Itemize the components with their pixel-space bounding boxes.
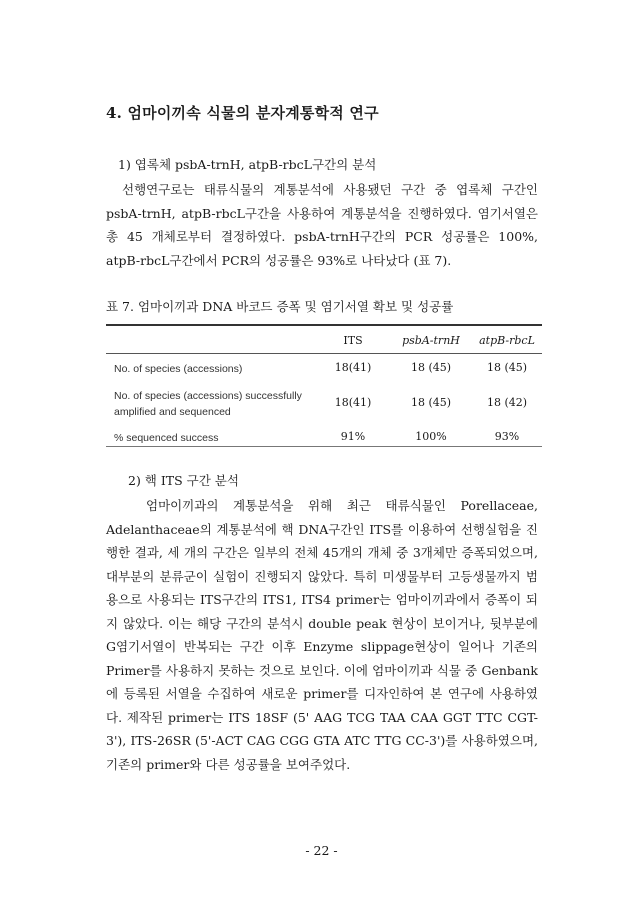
table-bottom-rule	[106, 446, 542, 447]
paragraph-2-text: 엄마이끼과의 계통분석을 위해 최근 태류식물인 Porellaceae, Adelanthaceae의 계통분석에 핵 DNA구간인 ITS를 이용하여 선행실험을 진행한 결과, 세 개의 구간은 일부의 전체 45개의 개체 중 3개체만 증폭되었으며, 대부분의 분류군이 실험이 진행되지 않았다. 특히 미생물부터 고등생물까지 범용으로 사용되는 ITS구간의 ITS1, ITS4 primer는 엄마이끼과에서 증폭이 되지 않았다. 이는 해당 구간의 분석시 double peak 현상이 보이거나, 뒷부분에 G염기서열이 반복되는 구간 이후 Enzyme slippage현상이 일어나 기존의 Primer를 사용하지 못하는 것으로 보인다. 이에 엄마이끼과 식물 중 Genbank에 등록된 서열을 수집하여 새로운 primer를 디자인하여 본 연구에 사용하였다. 제작된 primer는 ITS 18SF (5' AAG TCG TAA CAA GGT TTC CGT-3'), ITS-26SR (5'-ACT CAG CGG GTA ATC TTG CC-3')를 사용하였으며, 기존의 primer와 다른 성공률을 보여주었다.	[106, 498, 538, 772]
table-cell: 18 (42)	[486, 396, 528, 409]
subsection-heading-2: 2) 핵 ITS 구간 분석	[128, 473, 239, 488]
subsection-heading-1: 1) 엽록체 psbA-trnH, atpB-rbcL구간의 분석	[118, 157, 377, 172]
table-cell: 93%	[494, 430, 520, 443]
table-row-label: No. of species (accessions) successfully amplified and sequenced	[114, 390, 302, 418]
table-cell: 18 (45)	[486, 361, 528, 374]
paragraph-1	[106, 178, 538, 272]
table-top-rule	[106, 324, 542, 326]
table-cell: 91%	[340, 430, 366, 443]
table-row-label: No. of species (accessions)	[114, 363, 243, 375]
table-row-label: % sequenced success	[114, 432, 219, 444]
section-title: 4. 엄마이끼속 식물의 분자계통학적 연구	[106, 104, 379, 122]
table-cell: 18 (45)	[410, 396, 452, 409]
table-header-rule	[106, 353, 542, 354]
paragraph-2	[106, 494, 538, 776]
table-header-its: ITS	[343, 334, 363, 347]
table-cell: 100%	[415, 430, 447, 443]
table-header-atpb-rbcl: atpB-rbcL	[479, 334, 535, 347]
table-cell: 18(41)	[334, 396, 372, 409]
table-cell: 18(41)	[334, 361, 372, 374]
table-caption: 표 7. 엄마이끼과 DNA 바코드 증폭 및 염기서열 확보 및 성공률	[106, 299, 454, 314]
table-header-psba-trnh: psbA-trnH	[402, 334, 460, 347]
paragraph-1-text: 선행연구로는 태류식물의 계통분석에 사용됐던 구간 중 엽록체 구간인 psbA-trnH, atpB-rbcL구간을 사용하여 계통분석을 진행하였다. 염기서열은 총 45 개체로부터 결정하였다. psbA-trnH구간의 PCR 성공률은 100%, atpB-rbcL구간에서 PCR의 성공률은 93%로 나타났다 (표 7).	[106, 182, 538, 268]
page-number: - 22 -	[305, 843, 338, 858]
table-cell: 18 (45)	[410, 361, 452, 374]
